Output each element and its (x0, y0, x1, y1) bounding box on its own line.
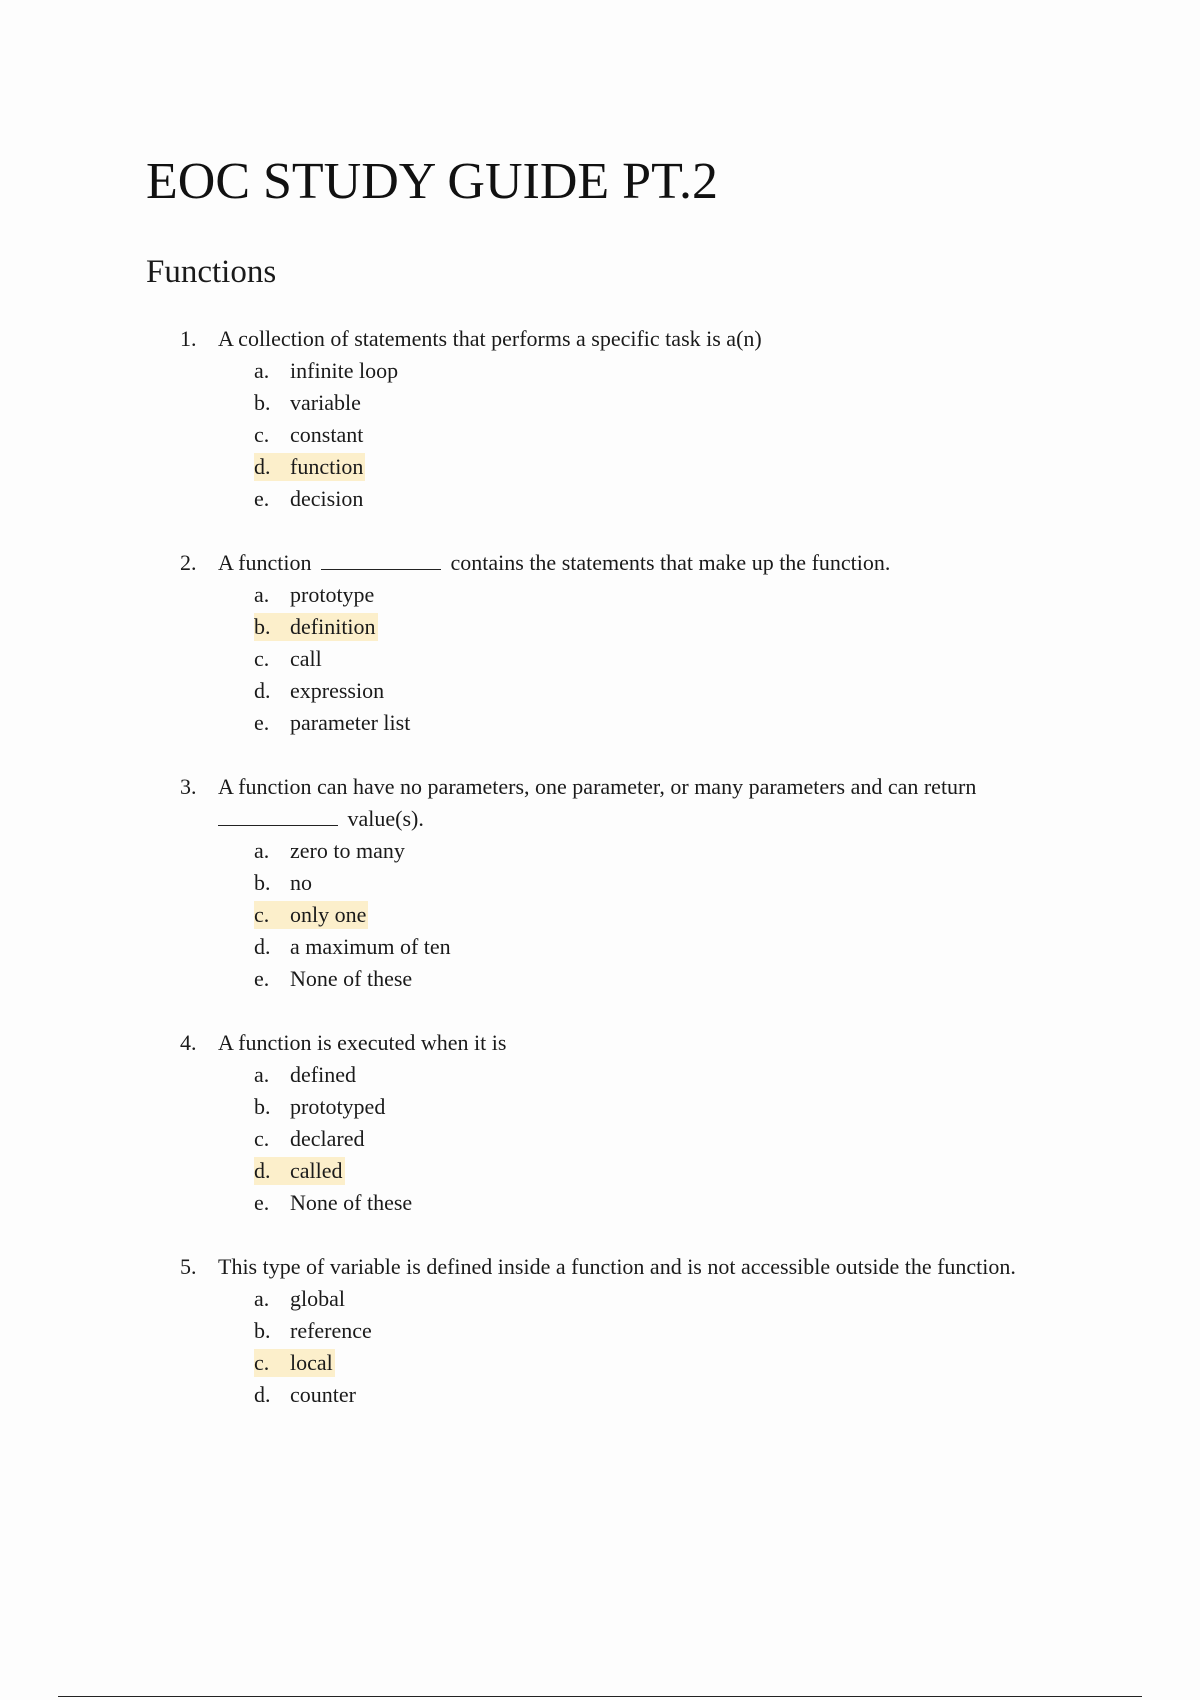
option-letter: e. (254, 486, 270, 511)
question-number: 4. (180, 1030, 197, 1055)
option-text: infinite loop (290, 358, 399, 383)
option-text: prototype (290, 582, 375, 607)
option-highlight (254, 1349, 335, 1377)
option-text: call (290, 646, 322, 671)
question-number: 5. (180, 1254, 197, 1279)
question-1 (180, 323, 1080, 515)
option-highlight (254, 869, 314, 897)
question-5 (180, 1251, 1080, 1411)
option-letter: b. (254, 1094, 271, 1119)
answer-option-correct (254, 611, 1080, 643)
option-highlight (254, 357, 400, 385)
answer-option-correct (254, 451, 1080, 483)
option-text: declared (290, 1126, 365, 1151)
answer-blank (321, 547, 441, 570)
option-letter: a. (254, 582, 270, 607)
page-bottom-rule (58, 1696, 1142, 1697)
option-highlight (254, 1189, 414, 1217)
answer-option (254, 1123, 1080, 1155)
option-text: function (290, 454, 364, 479)
question-2 (180, 547, 1080, 739)
option-letter: c. (254, 646, 270, 671)
option-text: counter (290, 1382, 356, 1407)
answer-option (254, 1315, 1080, 1347)
option-text: no (290, 870, 312, 895)
option-text: reference (290, 1318, 372, 1343)
option-letter: b. (254, 1318, 271, 1343)
answer-options (180, 355, 1080, 515)
answer-option-correct (254, 1347, 1080, 1379)
question-text-after: value(s). (347, 806, 424, 831)
option-highlight (254, 613, 378, 641)
option-text: local (290, 1350, 333, 1375)
option-letter: a. (254, 358, 270, 383)
option-letter: d. (254, 934, 271, 959)
question-text: A function is executed when it is (218, 1030, 507, 1055)
answer-option (254, 643, 1080, 675)
question-text: This type of variable is defined inside a function and is not accessible outside the function. (218, 1254, 1016, 1279)
answer-options (180, 579, 1080, 739)
option-text: zero to many (290, 838, 405, 863)
question-text-before: A function (218, 550, 312, 575)
option-letter: c. (254, 422, 270, 447)
option-highlight (254, 901, 368, 929)
answer-option (254, 963, 1080, 995)
option-highlight (254, 933, 453, 961)
option-letter: a. (254, 838, 270, 863)
answer-option-correct (254, 1155, 1080, 1187)
question-3 (180, 771, 1080, 995)
answer-option (254, 419, 1080, 451)
question-4 (180, 1027, 1080, 1219)
answer-option-correct (254, 899, 1080, 931)
option-letter: c. (254, 902, 270, 927)
answer-option (254, 355, 1080, 387)
option-highlight (254, 1317, 374, 1345)
option-highlight (254, 1285, 347, 1313)
option-letter: b. (254, 614, 271, 639)
option-highlight (254, 837, 407, 865)
option-letter: e. (254, 966, 270, 991)
option-text: a maximum of ten (290, 934, 451, 959)
option-highlight (254, 1381, 358, 1409)
option-text: definition (290, 614, 376, 639)
option-letter: d. (254, 1382, 271, 1407)
option-text: global (290, 1286, 345, 1311)
option-text: expression (290, 678, 385, 703)
option-text: None of these (290, 966, 413, 991)
option-letter: d. (254, 454, 271, 479)
question-text: A collection of statements that performs a specific task is a(n) (218, 326, 762, 351)
option-highlight (254, 581, 376, 609)
answer-blank (218, 803, 338, 826)
answer-option (254, 483, 1080, 515)
option-letter: d. (254, 1158, 271, 1183)
answer-option (254, 675, 1080, 707)
answer-options (180, 1059, 1080, 1219)
option-text: variable (290, 390, 361, 415)
option-highlight (254, 1093, 387, 1121)
option-highlight (254, 453, 365, 481)
question-number: 1. (180, 326, 197, 351)
question-text (218, 771, 1080, 835)
question-number: 3. (180, 774, 197, 799)
question-text-before: A function can have no parameters, one parameter, or many parameters and can return (218, 774, 977, 799)
answer-option (254, 835, 1080, 867)
option-highlight (254, 1061, 358, 1089)
answer-options (180, 1283, 1080, 1411)
option-highlight (254, 1125, 367, 1153)
option-text: decision (290, 486, 364, 511)
answer-option (254, 867, 1080, 899)
option-highlight (254, 389, 363, 417)
option-letter: d. (254, 678, 271, 703)
option-highlight (254, 965, 414, 993)
answer-option (254, 387, 1080, 419)
option-highlight (254, 645, 324, 673)
answer-options (180, 835, 1080, 995)
answer-option (254, 1091, 1080, 1123)
option-letter: c. (254, 1350, 270, 1375)
answer-option (254, 707, 1080, 739)
option-letter: b. (254, 870, 271, 895)
option-text: constant (290, 422, 364, 447)
option-highlight (254, 421, 365, 449)
question-text (218, 547, 1080, 579)
option-text: parameter list (290, 710, 411, 735)
document-title: EOC STUDY GUIDE PT.2 (146, 153, 718, 210)
question-number: 2. (180, 550, 197, 575)
answer-option (254, 1059, 1080, 1091)
option-letter: e. (254, 1190, 270, 1215)
answer-option (254, 931, 1080, 963)
option-text: prototyped (290, 1094, 386, 1119)
option-text: only one (290, 902, 367, 927)
option-letter: e. (254, 710, 270, 735)
option-letter: c. (254, 1126, 270, 1151)
question-text-after: contains the statements that make up the function. (450, 550, 891, 575)
option-highlight (254, 485, 365, 513)
option-text: called (290, 1158, 343, 1183)
option-highlight (254, 709, 412, 737)
answer-option (254, 1187, 1080, 1219)
option-highlight (254, 1157, 345, 1185)
option-highlight (254, 677, 386, 705)
answer-option (254, 1283, 1080, 1315)
answer-option (254, 579, 1080, 611)
option-letter: a. (254, 1062, 270, 1087)
option-text: defined (290, 1062, 356, 1087)
option-text: None of these (290, 1190, 413, 1215)
answer-option (254, 1379, 1080, 1411)
option-letter: b. (254, 390, 271, 415)
option-letter: a. (254, 1286, 270, 1311)
section-heading: Functions (146, 254, 277, 290)
